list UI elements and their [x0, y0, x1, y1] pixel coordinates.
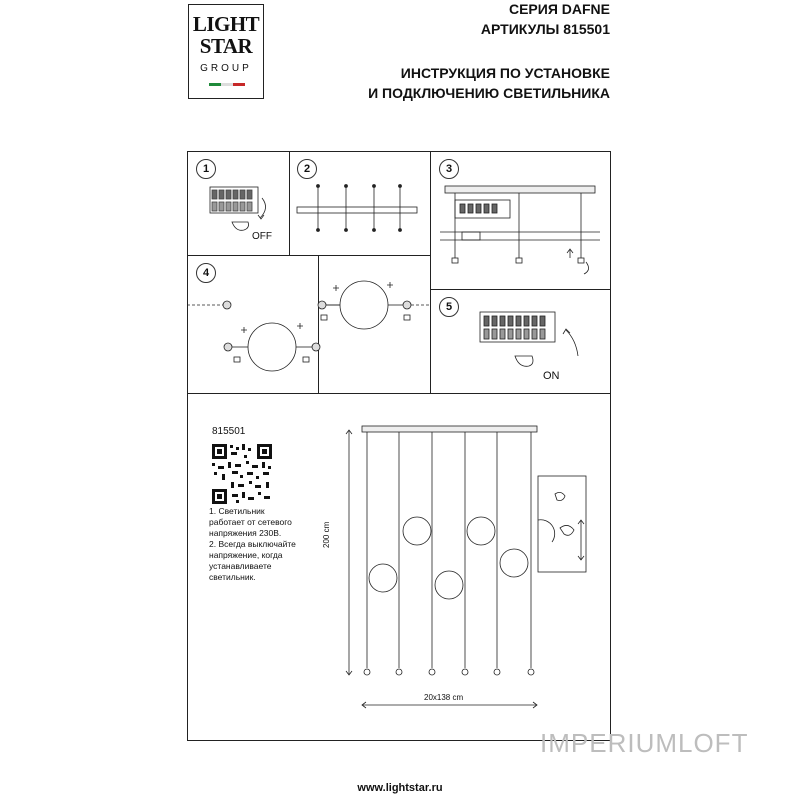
note2-line1: 2. Всегда выключайте: [209, 539, 296, 549]
instruction-title-line2: И ПОДКЛЮЧЕНИЮ СВЕТИЛЬНИКА: [368, 85, 610, 101]
chandelier-drawing: [346, 426, 586, 708]
width-dimension-label: 20x138 cm: [424, 693, 464, 702]
safety-notes: [209, 506, 296, 583]
step1-breaker-off: [210, 187, 266, 230]
step5-number: 5: [439, 297, 459, 317]
note1-line1: 1. Светильник: [209, 506, 265, 516]
step1-off-label: OFF: [252, 231, 272, 242]
step4-disc-attachment: [187, 281, 430, 371]
series-title: СЕРИЯ DAFNE: [508, 1, 610, 17]
note2-line3: устанавливаете: [209, 561, 272, 571]
qr-code: [212, 444, 272, 504]
step2-mounting-plate: [297, 185, 417, 232]
step3-ceiling-install: [440, 186, 600, 274]
logo-word-group: GROUP: [200, 63, 252, 74]
step2-number: 2: [297, 159, 317, 179]
product-code: 815501: [212, 426, 246, 437]
step5-on-label: ON: [543, 370, 560, 382]
step1-number: 1: [196, 159, 216, 179]
step5-breaker-on: [480, 312, 578, 366]
logo-word-light: LIGHT: [192, 12, 260, 36]
step4-number: 4: [196, 263, 216, 283]
note1-line2: работает от сетевого: [209, 517, 292, 527]
instruction-title-line1: ИНСТРУКЦИЯ ПО УСТАНОВКЕ: [400, 65, 610, 81]
step3-number: 3: [439, 159, 459, 179]
watermark: IMPERIUMLOFT: [540, 728, 749, 758]
footer-url: www.lightstar.ru: [357, 782, 443, 794]
note2-line4: светильник.: [209, 572, 256, 582]
logo-word-star: STAR: [199, 34, 253, 58]
height-dimension-label: 200 cm: [322, 521, 331, 548]
note1-line3: напряжения 230В.: [209, 528, 282, 538]
article-number: АРТИКУЛЫ 815501: [480, 21, 610, 37]
note2-line2: напряжение, когда: [209, 550, 283, 560]
